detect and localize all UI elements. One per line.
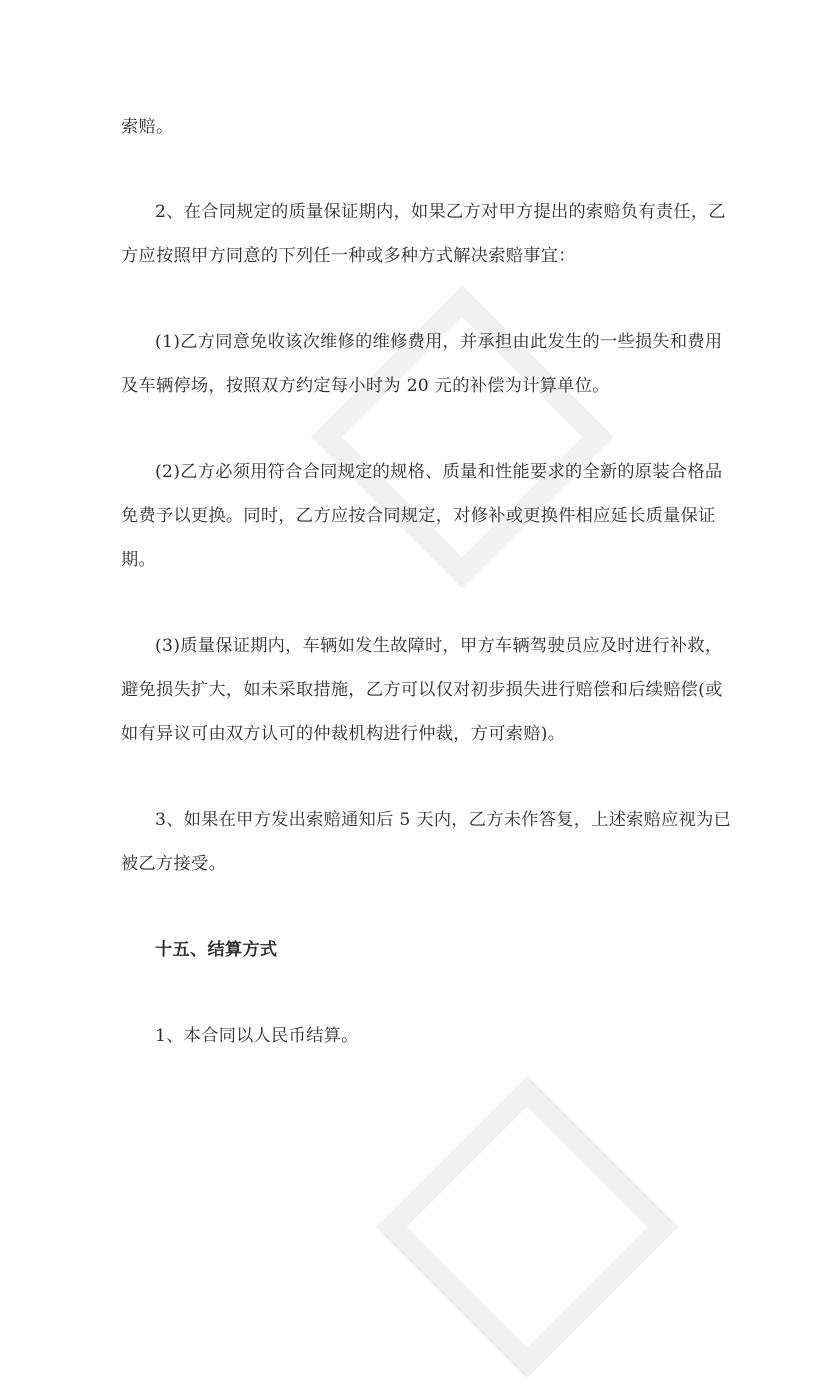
paragraph-line: 3、如果在甲方发出索赔通知后 5 天内，乙方未作答复，上述索赔应视为已 <box>155 810 732 830</box>
paragraph-line: (2)乙方必须用符合合同规定的规格、质量和性能要求的全新的原装合格品 <box>155 462 723 482</box>
paragraph-line: 索赔。 <box>121 117 174 137</box>
section-heading: 十五、结算方式 <box>155 940 278 960</box>
paragraph-line: 及车辆停场，按照双方约定每小时为 20 元的补偿为计算单位。 <box>121 376 610 396</box>
paragraph-line: 2、在合同规定的质量保证期内，如果乙方对甲方提出的索赔负有责任，乙 <box>155 202 726 222</box>
paragraph-line: 免费予以更换。同时，乙方应按合同规定，对修补或更换件相应延长质量保证 <box>121 506 716 526</box>
paragraph-line: 1、本合同以人民币结算。 <box>155 1026 359 1046</box>
paragraph-line: 被乙方接受。 <box>121 854 226 874</box>
paragraph-line: 方应按照甲方同意的下列任一种或多种方式解决索赔事宜： <box>121 246 576 266</box>
paragraph-line: 如有异议可由双方认可的仲裁机构进行仲裁，方可索赔)。 <box>121 724 566 744</box>
paragraph-line: (3)质量保证期内，车辆如发生故障时，甲方车辆驾驶员应及时进行补救， <box>155 636 723 656</box>
paragraph-line: (1)乙方同意免收该次维修的维修费用，并承担由此发生的一些损失和费用 <box>155 332 723 352</box>
paragraph-line: 期。 <box>121 550 156 570</box>
paragraph-line: 避免损失扩大，如未采取措施，乙方可以仅对初步损失进行赔偿和后续赔偿(或 <box>121 680 723 700</box>
watermark-diamond-bottom <box>376 1076 679 1378</box>
